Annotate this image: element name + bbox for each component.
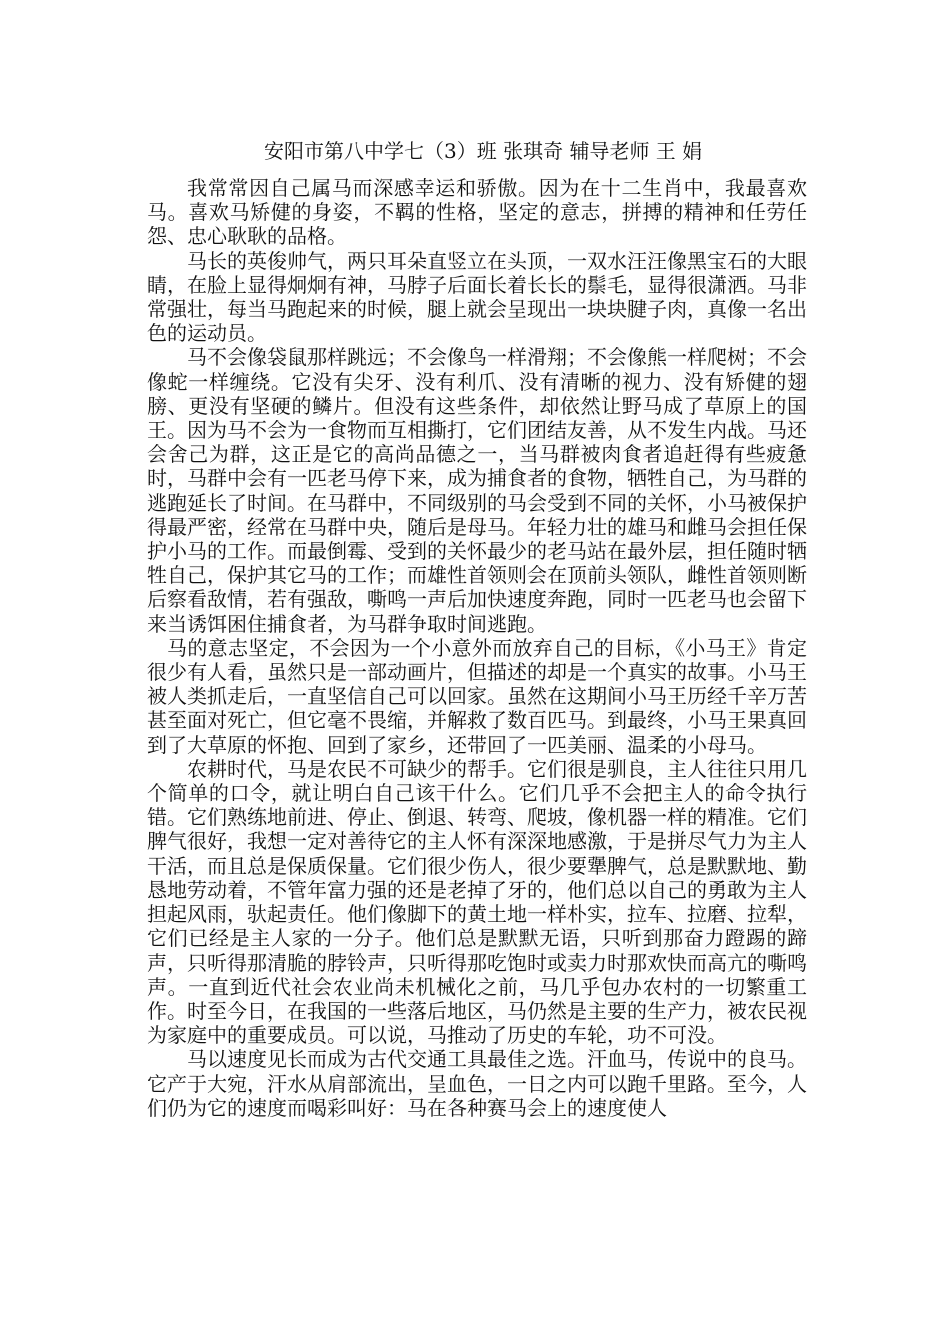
paragraph-farming: 农耕时代，马是农民不可缺少的帮手。它们很是驯良，主人往往只用几个简单的口令，就让明白自己该干什么。它们几乎不会把主人的命令执行错。它们熟练地前进、停止、倒退、转弯、爬坡，像机器一样的精准。它们脾气很好，我想一定对善待它的主人怀有深深地感激，于是拼尽气力为主人干活，而且总是保质保量。它们很少伤人，很少要犟脾气，总是默默地、勤恳地劳动着，不管年富力强的还是老掉了牙的，他们总以自己的勇敢为主人担起风雨，驮起责任。他们像脚下的黄土地一样朴实，拉车、拉磨、拉犁，它们已经是主人家的一分子。他们总是默默无语，只听到那奋力蹬踢的蹄声，只听得那清脆的脖铃声，只听得那吃饱时或卖力时那欢快而高亢的嘶鸣声。一直到近代社会农业尚未机械化之前，马几乎包办农村的一切繁重工作。时至今日，在我国的一些落后地区，马仍然是主要的生产力，被农民视为家庭中的重要成员。可以说，马推动了历史的车轮，功不可没。 xyxy=(147,756,807,1048)
author-byline: 安阳市第八中学七（3）班 张琪奇 辅导老师 王 娟 xyxy=(264,139,703,163)
paragraph-herd: 马不会像袋鼠那样跳远；不会像鸟一样滑翔；不会像熊一样爬树；不会像蛇一样缠绕。它没有尖牙、没有利爪、没有清晰的视力、没有矫健的翅膀、更没有坚硬的鳞片。但没有这些条件，却依然让野马成了草原上的国王。因为马不会为一食物而互相撕打，它们团结友善，从不发生内战。马还会舍己为群，这正是它的高尚品德之一，当马群被肉食者追赶得有些疲惫时，马群中会有一匹老马停下来，成为捕食者的食物，牺牲自己，为马群的逃跑延长了时间。在马群中，不同级别的马会受到不同的关怀，小马被保护得最严密，经常在马群中央，随后是母马。年轻力壮的雄马和雌马会担任保护小马的工作。而最倒霉、受到的关怀最少的老马站在最外层，担任随时牺牲自己，保护其它马的工作；而雄性首领则会在顶前头领队，雌性首领则断后察看敌情，若有强敌，嘶鸣一声后加快速度奔跑，同时一匹老马也会留下来当诱饵困住捕食者，为马群争取时间逃跑。 xyxy=(147,345,807,636)
paragraph-little-horse-king: 马的意志坚定，不会因为一个小意外而放弃自己的目标，《小马王》肯定很少有人看，虽然只是一部动画片，但描述的却是一个真实的故事。小马王被人类抓走后，一直坚信自己可以回家。虽然在这期间小马王历经千辛万苦甚至面对死亡，但它毫不畏缩，并解救了数百匹马。到最终，小马王果真回到了大草原的怀抱、回到了家乡，还带回了一匹美丽、温柔的小母马。 xyxy=(147,635,807,757)
paragraph-speed: 马以速度见长而成为古代交通工具最佳之选。汗血马，传说中的良马。它产于大宛，汗水从肩部流出，呈血色，一日之内可以跑千里路。至今，人们仍为它的速度而喝彩叫好：马在各种赛马会上的速度使人 xyxy=(147,1047,807,1120)
paragraph-intro: 我常常因自己属马而深感幸运和骄傲。因为在十二生肖中，我最喜欢马。喜欢马矫健的身姿，不羁的性格，坚定的意志，拼搏的精神和任劳任怨、忠心耿耿的品格。 xyxy=(147,176,807,249)
essay-body xyxy=(147,176,807,1120)
paragraph-appearance: 马长的英俊帅气，两只耳朵直竖立在头顶，一双水汪汪像黑宝石的大眼睛，在脸上显得炯炯有神，马脖子后面长着长长的鬃毛，显得很潇洒。马非常强壮，每当马跑起来的时候，腿上就会呈现出一块块腱子肉，真像一名出色的运动员。 xyxy=(147,248,807,346)
